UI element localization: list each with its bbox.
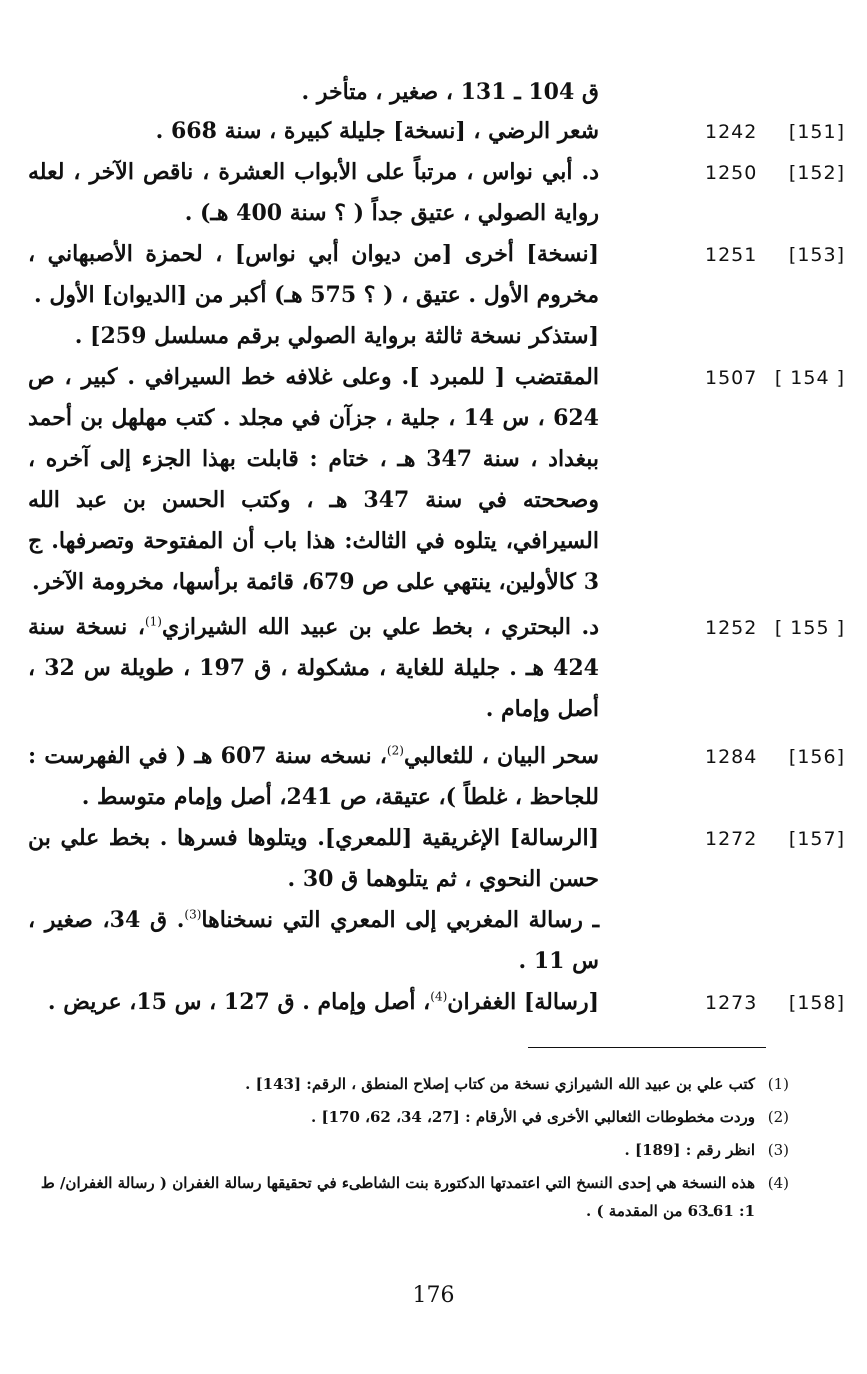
entry-text: شعر الرضي ، [نسخة] جليلة كبيرة ، سنة 668 . — [155, 118, 599, 144]
entry-numbers — [693, 736, 845, 779]
footnote-separator — [528, 1047, 766, 1048]
entry-code: 1507 — [705, 367, 758, 389]
entry-code: 1272 — [705, 828, 758, 850]
entry-text-part: ، نسخة سنة 424 هـ . جليلة للغاية ، مشكولة ، ق 197 ، طويلة س 32 ، أصل وإمام . — [28, 614, 599, 722]
entry-text: المقتضب [ للمبرد ]. وعلى غلافه خط السيرافي . كبير ، ص 624 ، س 14 ، جلية ، جزآن في مجلد . كتب مهلهل بن أحمد ببغداد ، سنة 347 هـ ، ختام : قابلت بهذا الجزء إلى آخره ، وصححته في سنة 347 هـ ، وكتب الحسن بن عبد الله السيرافي، يتلوه في الثالث: هذا باب أن المفتوحة وتصرفها. ج 3 كالأولين، ينتهي على ص 679، قائمة برأسها، مخرومة الآخر. — [28, 364, 599, 595]
entry-body — [28, 736, 599, 818]
catalog-entry-151 — [28, 111, 845, 152]
footnote — [28, 1169, 789, 1225]
entry-index: [158] — [788, 992, 845, 1014]
page-number: 176 — [412, 1283, 455, 1308]
footnote-number: (2) — [767, 1108, 789, 1126]
entry-numbers — [693, 357, 845, 400]
entry-code: 1250 — [705, 162, 758, 184]
entry-numbers — [693, 234, 845, 277]
footnote-marker[interactable]: (2) — [386, 743, 404, 758]
entry-body — [28, 152, 599, 234]
footnote-text: انظر رقم : [189] . — [624, 1141, 755, 1159]
entry-text — [28, 736, 599, 818]
catalog-entry-156 — [28, 736, 845, 818]
footnote-text: وردت مخطوطات الثعالبي الأخرى في الأرقام : [27، 34، 62، 170] . — [311, 1108, 755, 1126]
entry-text-part: د. البحتري ، بخط علي بن عبيد الله الشيرازي — [161, 614, 600, 640]
entry-numbers — [693, 818, 845, 861]
entry-text-part: . ق 34، صغير ، س 11 . — [28, 907, 599, 974]
entry-code: 1252 — [705, 617, 758, 639]
entry-text-part: ، نسخه سنة 607 هـ ( في الفهرست : للجاحظ ، غلطاً )، عتيقة، ص 241، أصل وإمام متوسط . — [28, 743, 599, 810]
catalog-entry-158 — [28, 982, 845, 1023]
footnote — [28, 1070, 789, 1098]
entry-index: [ 154 ] — [774, 367, 845, 389]
entry-body — [28, 111, 599, 152]
entry-numbers — [693, 982, 845, 1025]
entry-index: [153] — [788, 244, 845, 266]
entry-body — [28, 818, 599, 982]
footnote-text: هذه النسخة هي إحدى النسخ التي اعتمدتها الدكتورة بنت الشاطىء في تحقيقها رسالة الغفران ( رسالة الغفران/ ط 1: 61ـ63 من المقدمة ) . — [40, 1174, 755, 1220]
footnote-marker[interactable]: (3) — [184, 907, 202, 922]
entry-code: 1251 — [705, 244, 758, 266]
entry-body — [28, 234, 599, 357]
entry-text-part: ، أصل وإمام . ق 127 ، س 15، عريض . — [47, 989, 431, 1015]
catalog-entries — [28, 72, 845, 1023]
entry-numbers — [693, 152, 845, 195]
entry-index: [157] — [788, 828, 845, 850]
entry-text — [28, 607, 599, 730]
entry-text: [ستذكر نسخة ثالثة برواية الصولي برقم مسلسل 259] . — [74, 323, 599, 349]
catalog-entry-154 — [28, 357, 845, 603]
footnote-number: (1) — [767, 1075, 789, 1093]
entry-text-part: سحر البيان ، للثعالبي — [403, 743, 599, 769]
entry-text-part: [رسالة] الغفران — [447, 989, 599, 1015]
entry-text: ق 104 ـ 131 ، صغير ، متأخر . — [301, 79, 599, 105]
footnote — [28, 1103, 789, 1131]
entry-body — [28, 607, 599, 730]
entry-code: 1273 — [705, 992, 758, 1014]
entry-body — [28, 982, 599, 1023]
entry-numbers — [693, 607, 845, 650]
entry-index: [ 155 ] — [774, 617, 845, 639]
entry-text — [28, 982, 599, 1023]
entry-code: 1284 — [705, 746, 758, 768]
footnote-marker[interactable]: (1) — [144, 614, 162, 629]
entry-index: [156] — [788, 746, 845, 768]
entry-index: [151] — [788, 121, 845, 143]
catalog-entry-155 — [28, 607, 845, 730]
entry-text: [نسخة] أخرى [من ديوان أبي نواس] ، لحمزة الأصبهاني ، مخروم الأول . عتيق ، ( ؟ 575 هـ) أكبر من [الديوان] الأول . — [28, 241, 599, 308]
catalog-entry-153 — [28, 234, 845, 357]
entry-text: د. أبي نواس ، مرتباً على الأبواب العشرة ، ناقص الآخر ، لعله رواية الصولي ، عتيق جداً ( ؟ سنة 400 هـ) . — [28, 159, 599, 226]
footnotes — [28, 1070, 789, 1230]
entry-code: 1242 — [705, 121, 758, 143]
catalog-entry-152 — [28, 152, 845, 234]
entry-body — [28, 72, 599, 113]
entry-body — [28, 357, 599, 603]
footnote-number: (4) — [767, 1174, 789, 1192]
entry-text: [الرسالة] الإغريقية [للمعري]. ويتلوها فسرها . بخط علي بن حسن النحوي ، ثم يتلوهما ق 30 . — [28, 825, 599, 892]
entry-index: [152] — [788, 162, 845, 184]
footnote — [28, 1136, 789, 1164]
footnote-text: كتب علي بن عبيد الله الشيرازي نسخة من كتاب إصلاح المنطق ، الرقم: [143] . — [245, 1075, 755, 1093]
entry-numbers — [693, 111, 845, 154]
catalog-entry-continuation — [28, 72, 765, 113]
entry-text — [28, 900, 599, 982]
entry-text-part: ـ رسالة المغربي إلى المعري التي نسخناها — [201, 907, 600, 933]
catalog-entry-157 — [28, 818, 845, 982]
footnote-number: (3) — [767, 1141, 789, 1159]
footnote-marker[interactable]: (4) — [430, 989, 448, 1004]
